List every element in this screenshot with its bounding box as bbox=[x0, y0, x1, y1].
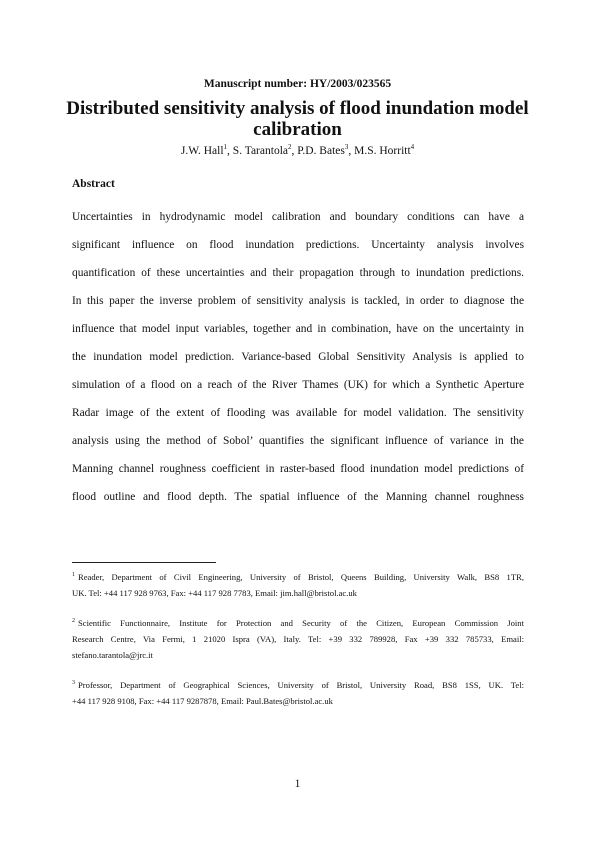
abstract-line: flood outline and flood depth. The spatial influence of the Manning channel roughness bbox=[72, 491, 524, 503]
footnote-line bbox=[72, 618, 524, 634]
abstract-line: analysis using the method of Sobol’ quantifies the significant influence of variance in the bbox=[72, 435, 524, 447]
author-affiliation-mark: 1 bbox=[223, 143, 228, 152]
author-affiliation-mark: 2 bbox=[288, 143, 292, 152]
abstract-line: influence that model input variables, together and in combination, have on the uncertainty in bbox=[72, 323, 524, 335]
author-name: P.D. Bates bbox=[297, 145, 345, 157]
footnote bbox=[72, 572, 524, 604]
author-affiliation-mark: 3 bbox=[344, 143, 349, 152]
footnote-line: UK. Tel: +44 117 928 9763, Fax: +44 117 928 7783, Email: jim.hall@bristol.ac.uk bbox=[72, 588, 357, 598]
footnote-line bbox=[72, 680, 524, 696]
footnote-line: +44 117 928 9108, Fax: +44 117 9287878, Email: Paul.Bates@bristol.ac.uk bbox=[72, 696, 333, 706]
footnote-mark: 1 bbox=[72, 572, 75, 579]
abstract-line: significant influence on flood inundation predictions. Uncertainty analysis involves bbox=[72, 239, 524, 251]
abstract-body bbox=[72, 209, 524, 517]
author-list bbox=[0, 145, 595, 157]
footnote-line: stefano.tarantola@jrc.it bbox=[72, 650, 153, 660]
manuscript-number: Manuscript number: HY/2003/023565 bbox=[203, 78, 392, 90]
footnote-line bbox=[72, 572, 524, 588]
footnote-text: Professor, Department of Geographical Sciences, University of Bristol, University Road, BS8 1SS, UK. Tel: bbox=[78, 680, 524, 690]
author-separator: , bbox=[291, 145, 298, 157]
footnote-separator bbox=[72, 562, 216, 563]
footnote-text: Reader, Department of Civil Engineering, University of Bristol, Queens Building, University Walk, BS8 1TR, bbox=[78, 572, 524, 582]
footnote-mark: 2 bbox=[72, 618, 75, 625]
author-separator: , bbox=[348, 145, 355, 157]
author-separator: , bbox=[227, 145, 233, 157]
paper-title: Distributed sensitivity analysis of flood inundation model calibration bbox=[66, 98, 529, 140]
abstract-line: Uncertainties in hydrodynamic model calibration and boundary conditions can have a bbox=[72, 211, 524, 223]
abstract-line: Manning channel roughness coefficient in raster-based flood inundation model predictions of bbox=[72, 463, 524, 475]
abstract-heading: Abstract bbox=[72, 178, 115, 190]
abstract-line: In this paper the inverse problem of sensitivity analysis is tackled, in order to diagnose the bbox=[72, 295, 524, 307]
abstract-line: the inundation model prediction. Variance-based Global Sensitivity Analysis is applied to bbox=[72, 351, 524, 363]
footnote bbox=[72, 680, 524, 712]
page-number: 1 bbox=[294, 778, 301, 790]
author-affiliation-mark: 4 bbox=[410, 143, 415, 152]
footnote-mark: 3 bbox=[72, 680, 75, 687]
footnote-line: Research Centre, Via Fermi, 1 21020 Ispra (VA), Italy. Tel: +39 332 789928, Fax +39 332 785733, Email: bbox=[72, 634, 524, 644]
footnotes bbox=[72, 572, 524, 726]
footnote bbox=[72, 618, 524, 666]
abstract-line: Radar image of the extent of flooding was available for model validation. The sensitivity bbox=[72, 407, 524, 419]
abstract-line: simulation of a flood on a reach of the River Thames (UK) for which a Synthetic Aperture bbox=[72, 379, 524, 391]
author-name: S. Tarantola bbox=[232, 145, 288, 157]
author-name: M.S. Horritt bbox=[354, 145, 411, 157]
author-name: J.W. Hall bbox=[180, 145, 224, 157]
abstract-line: quantification of these uncertainties and their propagation through to inundation predictions. bbox=[72, 267, 524, 279]
footnote-text: Scientific Functionnaire, Institute for Protection and Security of the Citizen, European Commission Joint bbox=[78, 618, 524, 628]
